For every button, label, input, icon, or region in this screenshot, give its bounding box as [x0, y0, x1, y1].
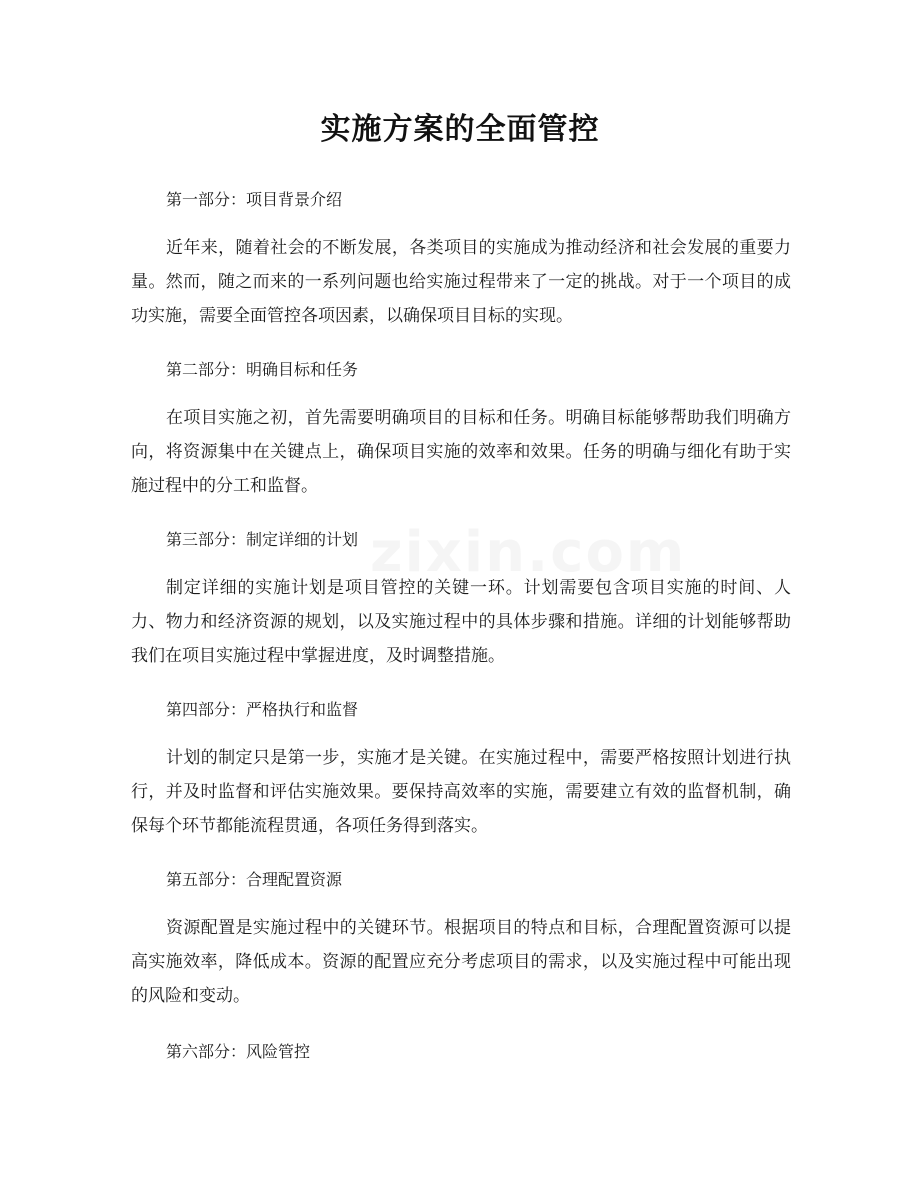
section-heading-4: 第四部分：严格执行和监督	[166, 700, 359, 719]
watermark: zixin.com	[370, 520, 687, 585]
section-heading-2: 第二部分：明确目标和任务	[166, 360, 359, 379]
section-body-3: 制定详细的实施计划是项目管控的关键一环。计划需要包含项目实施的时间、人力、物力和经济资源的规划，以及实施过程中的具体步骤和措施。详细的计划能够帮助我们在项目实施过程中掌握进度，及时调整措施。	[131, 578, 791, 666]
section-heading-3: 第三部分：制定详细的计划	[166, 530, 359, 549]
section-body-2: 在项目实施之初，首先需要明确项目的目标和任务。明确目标能够帮助我们明确方向，将资源集中在关键点上，确保项目实施的效率和效果。任务的明确与细化有助于实施过程中的分工和监督。	[131, 408, 791, 496]
section-body-4: 计划的制定只是第一步，实施才是关键。在实施过程中，需要严格按照计划进行执行，并及时监督和评估实施效果。要保持高效率的实施，需要建立有效的监督机制，确保每个环节都能流程贯通，各项任务得到落实。	[131, 748, 791, 836]
section-heading-1: 第一部分：项目背景介绍	[166, 190, 343, 209]
section-body-5: 资源配置是实施过程中的关键环节。根据项目的特点和目标，合理配置资源可以提高实施效率，降低成本。资源的配置应充分考虑项目的需求，以及实施过程中可能出现的风险和变动。	[131, 918, 791, 1006]
document-title: 实施方案的全面管控	[320, 112, 600, 147]
section-body-1: 近年来，随着社会的不断发展，各类项目的实施成为推动经济和社会发展的重要力量。然而，随之而来的一系列问题也给实施过程带来了一定的挑战。对于一个项目的成功实施，需要全面管控各项因素，以确保项目目标的实现。	[131, 238, 791, 326]
section-heading-5: 第五部分：合理配置资源	[166, 870, 343, 889]
section-heading-6: 第六部分：风险管控	[166, 1042, 311, 1061]
